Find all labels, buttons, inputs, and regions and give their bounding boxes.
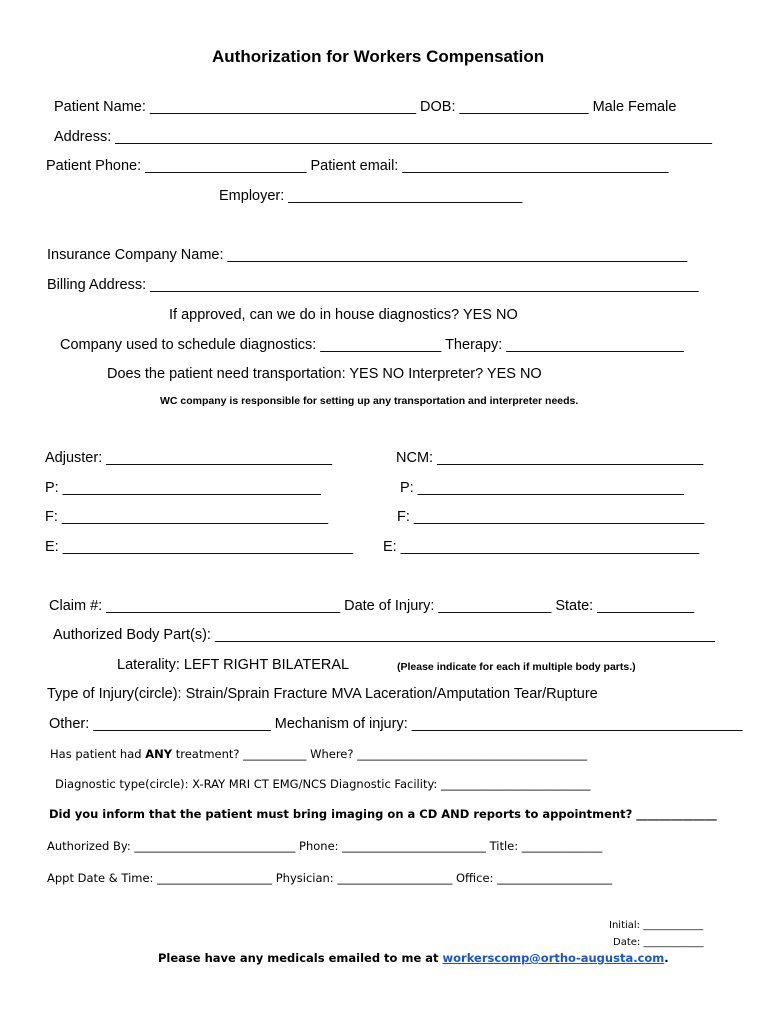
email-instruction-end: .	[664, 951, 669, 965]
ncm-fax-line: F: ____________________________________	[397, 509, 705, 525]
in-house-diagnostics-line: If approved, can we do in house diagnostics? YES NO	[169, 307, 518, 323]
email-instruction-text: Please have any medicals emailed to me at	[158, 951, 443, 965]
appt-date-line: Appt Date & Time: ____________________ Physician: ____________________ Office: ____________________	[47, 871, 613, 885]
laterality-line: Laterality: LEFT RIGHT BILATERAL	[117, 657, 350, 673]
other-mechanism-line: Other: ______________________ Mechanism of injury: _________________________________________	[49, 716, 743, 732]
billing-address-line: Billing Address: ____________________________________________________________________	[47, 277, 699, 293]
body-parts-line: Authorized Body Part(s): ______________________________________________________________	[53, 627, 715, 643]
adjuster-fax-line: F: _________________________________	[45, 509, 329, 525]
employer-line: Employer: _____________________________	[219, 188, 523, 204]
address-line: Address: __________________________________________________________________________	[54, 129, 713, 145]
email-link[interactable]: workerscomp@ortho-augusta.com	[442, 951, 665, 965]
has-treatment-rest: treatment? ___________ Where? ________________________________________	[172, 747, 588, 761]
transportation-line: Does the patient need transportation: YES NO Interpreter? YES NO	[107, 366, 542, 382]
authorized-by-line: Authorized By: ____________________________ Phone: _________________________ Title: ______________	[47, 839, 603, 853]
has-treatment-text: Has patient had	[50, 747, 146, 761]
patient-phone-line: Patient Phone: ____________________ Patient email: _________________________________	[46, 158, 669, 174]
diagnostic-type-line: Diagnostic type(circle): X-RAY MRI CT EMG/NCS Diagnostic Facility: __________________________	[55, 777, 591, 791]
adjuster-email-line: E: ____________________________________	[45, 539, 354, 555]
date-line: Date: ____________	[613, 937, 704, 948]
wc-note: WC company is responsible for setting up any transportation and interpreter needs.	[160, 395, 579, 407]
company-schedule-line: Company used to schedule diagnostics: _______________ Therapy: ______________________	[60, 337, 684, 353]
has-treatment-line	[50, 745, 587, 763]
type-of-injury-line: Type of Injury(circle): Strain/Sprain Fracture MVA Laceration/Amputation Tear/Rupture	[47, 686, 598, 702]
insurance-company-line: Insurance Company Name: _________________________________________________________	[47, 247, 688, 263]
ncm-phone-line: P: _________________________________	[400, 480, 684, 496]
patient-name-line: Patient Name: _________________________________ DOB: ________________ Male Female	[54, 99, 677, 115]
initial-line: Initial: ____________	[609, 920, 704, 931]
imaging-cd-line: Did you inform that the patient must bring imaging on a CD AND reports to appointment? ______________	[49, 807, 717, 821]
form-title: Authorization for Workers Compensation	[212, 47, 545, 66]
adjuster-line: Adjuster: ____________________________	[45, 450, 333, 466]
laterality-note: (Please indicate for each if multiple body parts.)	[397, 661, 636, 673]
ncm-email-line: E: _____________________________________	[383, 539, 700, 555]
claim-line: Claim #: _____________________________ Date of Injury: ______________ State: ____________	[49, 598, 695, 614]
ncm-line: NCM: _________________________________	[396, 450, 704, 466]
any-emphasis: ANY	[145, 747, 173, 761]
adjuster-phone-line: P: ________________________________	[45, 480, 321, 496]
email-instruction	[158, 949, 669, 967]
